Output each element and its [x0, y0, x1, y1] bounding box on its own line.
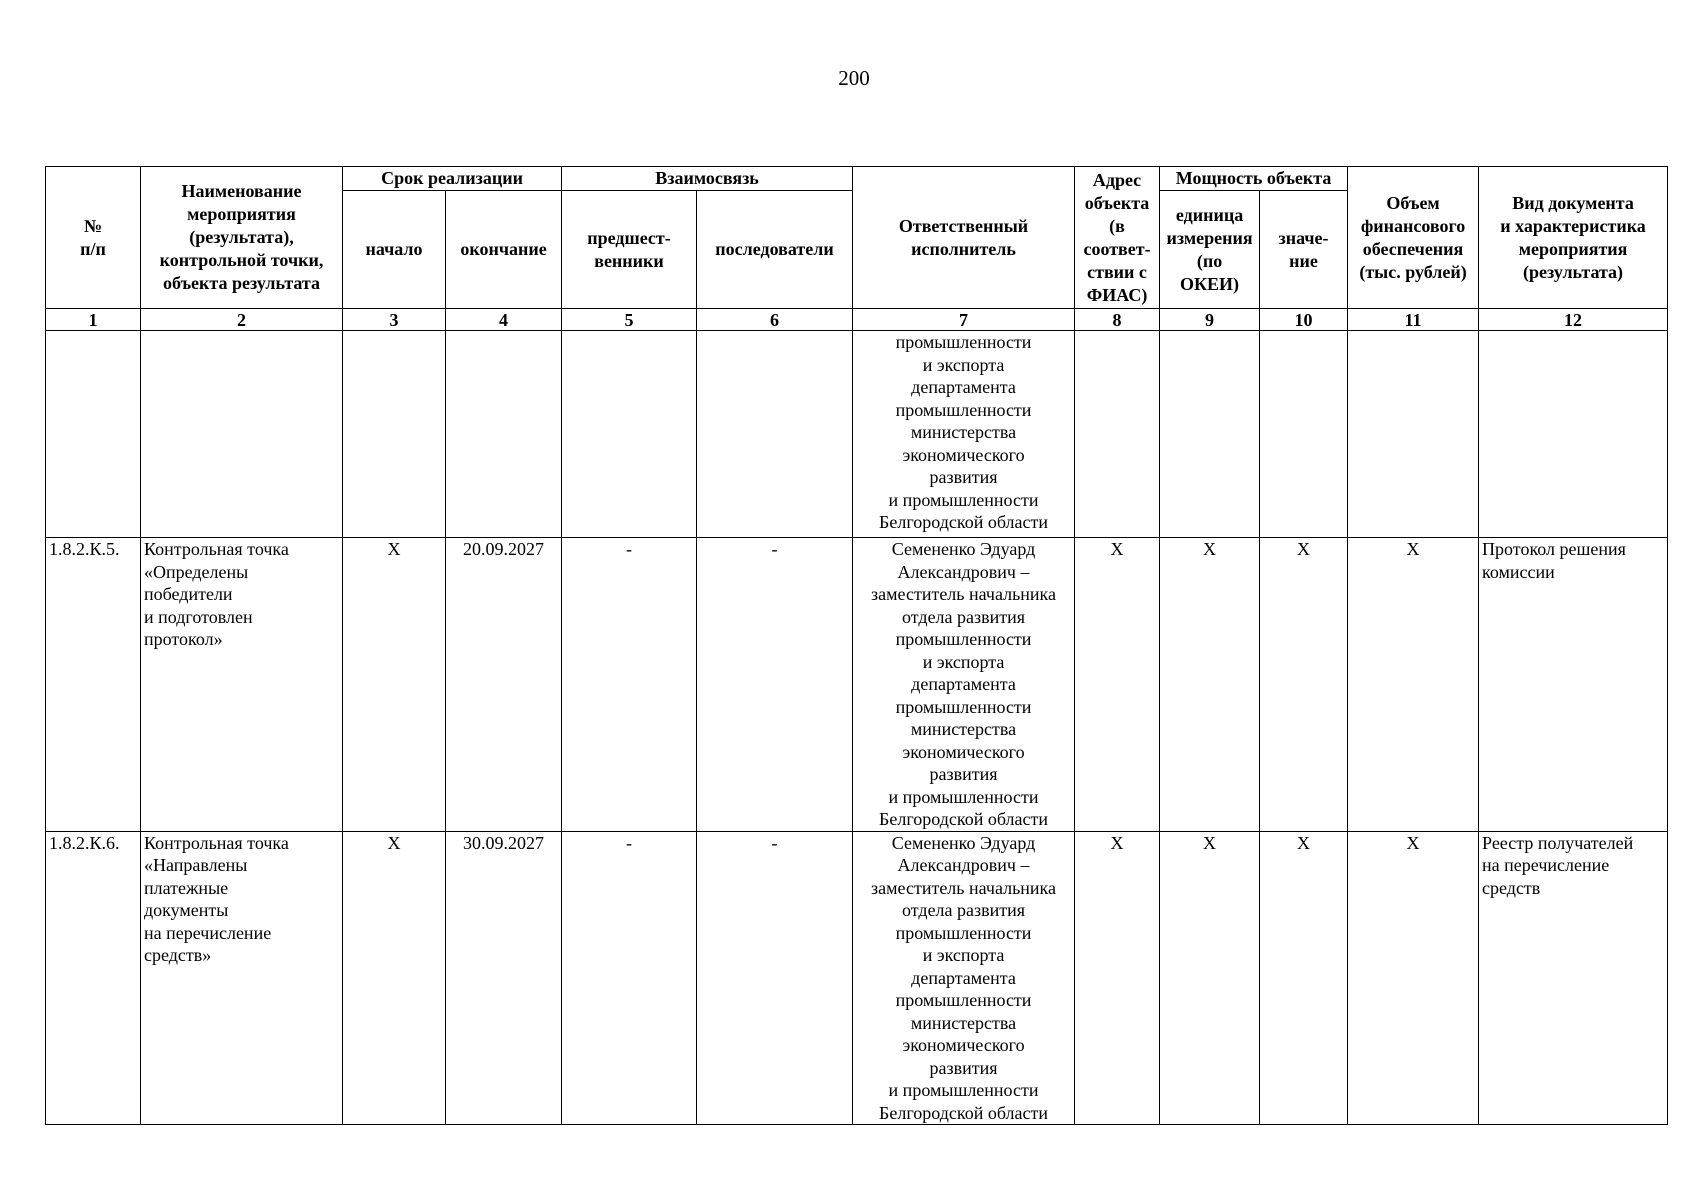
header-relation-group: Взаимосвязь: [562, 167, 853, 191]
cell-responsible: Семененко Эдуард Александрович – заместитель начальника отдела развития промышленности и экспорта департамента промышленности министерства экономического развития и промышленности Белгородской области: [853, 831, 1075, 1125]
header-value: значе- ние: [1260, 191, 1348, 309]
cell-value: [1260, 331, 1348, 538]
cell-num: 1.8.2.К.5.: [46, 538, 141, 832]
cell-value: X: [1260, 831, 1348, 1125]
cell-start: X: [343, 538, 446, 832]
header-row-top: [46, 167, 1668, 191]
cell-address: [1075, 331, 1160, 538]
cell-doc-type: [1479, 331, 1668, 538]
column-number: 4: [446, 309, 562, 331]
cell-unit: X: [1160, 831, 1260, 1125]
header-address: Адрес объекта (в соответ- ствии с ФИАС): [1075, 167, 1160, 309]
cell-name: Контрольная точка «Определены победители и подготовлен протокол»: [141, 538, 343, 832]
cell-end: 30.09.2027: [446, 831, 562, 1125]
cell-end: [446, 331, 562, 538]
column-number: 10: [1260, 309, 1348, 331]
column-number-row: [46, 309, 1668, 331]
column-number: 2: [141, 309, 343, 331]
cell-address: X: [1075, 538, 1160, 832]
header-unit: единица измерения (по ОКЕИ): [1160, 191, 1260, 309]
header-successors: последователи: [697, 191, 853, 309]
cell-doc-type: Протокол решения комиссии: [1479, 538, 1668, 832]
column-number: 12: [1479, 309, 1668, 331]
header-finance: Объем финансового обеспечения (тыс. рублей): [1348, 167, 1479, 309]
cell-responsible: Семененко Эдуард Александрович – заместитель начальника отдела развития промышленности и экспорта департамента промышленности министерства экономического развития и промышленности Белгородской области: [853, 538, 1075, 832]
column-number: 3: [343, 309, 446, 331]
column-number: 1: [46, 309, 141, 331]
cell-end: 20.09.2027: [446, 538, 562, 832]
cell-unit: [1160, 331, 1260, 538]
header-predecessors: предшест- венники: [562, 191, 697, 309]
cell-doc-type: Реестр получателей на перечисление средств: [1479, 831, 1668, 1125]
column-number: 8: [1075, 309, 1160, 331]
column-number: 5: [562, 309, 697, 331]
header-doc-type: Вид документа и характеристика мероприятия (результата): [1479, 167, 1668, 309]
cell-unit: X: [1160, 538, 1260, 832]
cell-address: X: [1075, 831, 1160, 1125]
column-number: 6: [697, 309, 853, 331]
cell-responsible: промышленности и экспорта департамента промышленности министерства экономического развития и промышленности Белгородской области: [853, 331, 1075, 538]
cell-predecessors: -: [562, 538, 697, 832]
header-capacity-group: Мощность объекта: [1160, 167, 1348, 191]
table-row: [46, 831, 1668, 1125]
cell-value: X: [1260, 538, 1348, 832]
page-number: 200: [838, 66, 870, 90]
column-number: 9: [1160, 309, 1260, 331]
header-period-group: Срок реализации: [343, 167, 562, 191]
cell-finance: [1348, 331, 1479, 538]
header-name: Наименование мероприятия (результата), контрольной точки, объекта результата: [141, 167, 343, 309]
cell-predecessors: [562, 331, 697, 538]
cell-num: 1.8.2.К.6.: [46, 831, 141, 1125]
cell-num: [46, 331, 141, 538]
header-start: начало: [343, 191, 446, 309]
header-num: № п/п: [46, 167, 141, 309]
column-number: 11: [1348, 309, 1479, 331]
cell-name: Контрольная точка «Направлены платежные документы на перечисление средств»: [141, 831, 343, 1125]
header-responsible: Ответственный исполнитель: [853, 167, 1075, 309]
cell-finance: X: [1348, 538, 1479, 832]
cell-successors: -: [697, 538, 853, 832]
cell-finance: X: [1348, 831, 1479, 1125]
plan-table: [45, 166, 1668, 1125]
cell-successors: -: [697, 831, 853, 1125]
column-number: 7: [853, 309, 1075, 331]
cell-successors: [697, 331, 853, 538]
header-end: окончание: [446, 191, 562, 309]
table-row: [46, 331, 1668, 538]
cell-start: [343, 331, 446, 538]
cell-predecessors: -: [562, 831, 697, 1125]
cell-start: X: [343, 831, 446, 1125]
cell-name: [141, 331, 343, 538]
table-row: [46, 538, 1668, 832]
